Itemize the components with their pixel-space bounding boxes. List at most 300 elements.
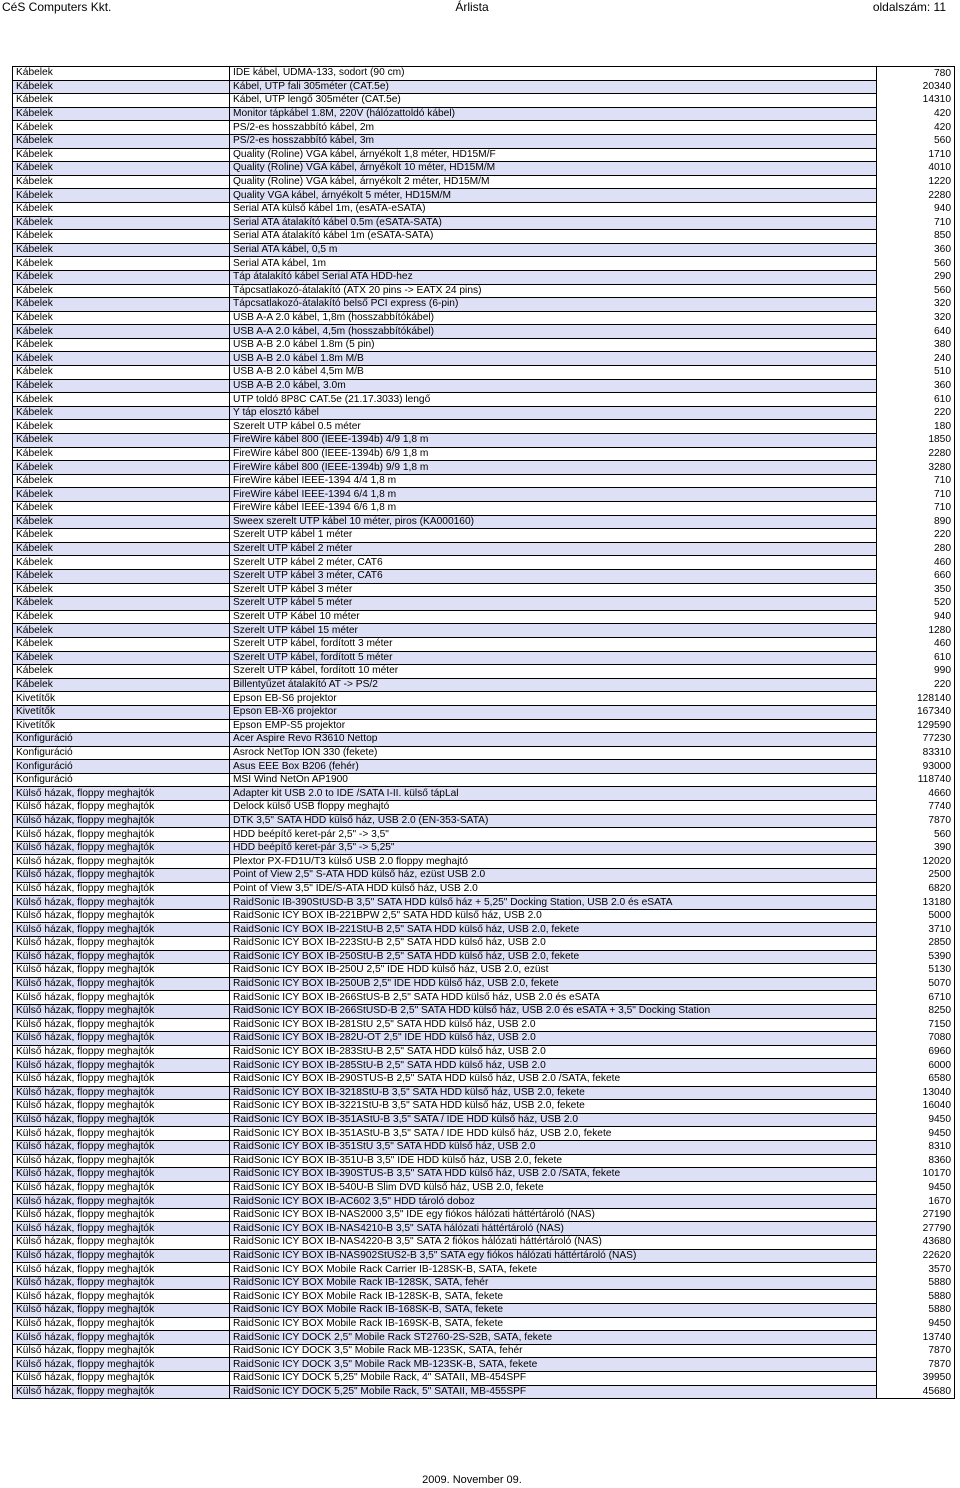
product-name-cell: Serial ATA kábel, 1m <box>230 257 877 271</box>
price-cell: 9450 <box>877 1181 955 1195</box>
table-row <box>13 257 955 271</box>
price-cell: 9450 <box>877 1127 955 1141</box>
price-cell: 16040 <box>877 1100 955 1114</box>
price-cell: 6710 <box>877 991 955 1005</box>
category-cell: Külső házak, floppy meghajtók <box>13 991 230 1005</box>
category-cell: Külső házak, floppy meghajtók <box>13 964 230 978</box>
product-name-cell: Tápcsatlakozó-átalakító (ATX 20 pins -> EATX 24 pins) <box>230 284 877 298</box>
price-cell: 1710 <box>877 148 955 162</box>
table-row <box>13 937 955 951</box>
product-name-cell: RaidSonic ICY BOX Mobile Rack IB-168SK-B, SATA, fekete <box>230 1304 877 1318</box>
price-cell: 5130 <box>877 964 955 978</box>
price-cell: 4010 <box>877 162 955 176</box>
product-name-cell: USB A-A 2.0 kábel, 1,8m (hosszabbítókábel) <box>230 311 877 325</box>
table-row <box>13 298 955 312</box>
category-cell: Kábelek <box>13 67 230 81</box>
table-row <box>13 515 955 529</box>
product-name-cell: RaidSonic ICY BOX IB-281StU 2,5" SATA HDD külső ház, USB 2.0 <box>230 1018 877 1032</box>
category-cell: Külső házak, floppy meghajtók <box>13 896 230 910</box>
table-row <box>13 1372 955 1386</box>
product-name-cell: RaidSonic ICY BOX IB-351StU 3,5" SATA HDD külső ház, USB 2.0 <box>230 1140 877 1154</box>
price-cell: 7740 <box>877 801 955 815</box>
product-name-cell: PS/2-es hosszabbító kábel, 2m <box>230 121 877 135</box>
category-cell: Külső házak, floppy meghajtók <box>13 814 230 828</box>
category-cell: Külső házak, floppy meghajtók <box>13 869 230 883</box>
price-cell: 240 <box>877 352 955 366</box>
price-cell: 39950 <box>877 1372 955 1386</box>
category-cell: Kábelek <box>13 366 230 380</box>
product-name-cell: Táp átalakító kábel Serial ATA HDD-hez <box>230 270 877 284</box>
price-cell: 640 <box>877 325 955 339</box>
product-name-cell: RaidSonic ICY DOCK 5,25" Mobile Rack, 4" SATAII, MB-454SPF <box>230 1372 877 1386</box>
category-cell: Külső házak, floppy meghajtók <box>13 787 230 801</box>
table-row <box>13 678 955 692</box>
table-row <box>13 556 955 570</box>
product-name-cell: Szerelt UTP Kábel 10 méter <box>230 610 877 624</box>
price-cell: 560 <box>877 284 955 298</box>
product-name-cell: DTK 3,5" SATA HDD külső ház, USB 2.0 (EN-353-SATA) <box>230 814 877 828</box>
table-row <box>13 1113 955 1127</box>
price-cell: 290 <box>877 270 955 284</box>
product-name-cell: Quality VGA kábel, árnyékolt 5 méter, HD15M/M <box>230 189 877 203</box>
category-cell: Külső házak, floppy meghajtók <box>13 1331 230 1345</box>
product-name-cell: RaidSonic ICY BOX IB-221BPW 2,5" SATA HDD külső ház, USB 2.0 <box>230 909 877 923</box>
table-row <box>13 733 955 747</box>
price-cell: 990 <box>877 665 955 679</box>
product-name-cell: Quality (Roline) VGA kábel, árnyékolt 2 méter, HD15M/M <box>230 175 877 189</box>
product-name-cell: Asus EEE Box B206 (fehér) <box>230 760 877 774</box>
price-cell: 4660 <box>877 787 955 801</box>
category-cell: Kábelek <box>13 352 230 366</box>
table-row <box>13 284 955 298</box>
price-cell: 22620 <box>877 1249 955 1263</box>
price-cell: 5880 <box>877 1304 955 1318</box>
product-name-cell: Serial ATA kábel, 0,5 m <box>230 243 877 257</box>
price-cell: 460 <box>877 556 955 570</box>
product-name-cell: MSI Wind NetOn AP1900 <box>230 773 877 787</box>
table-row <box>13 434 955 448</box>
category-cell: Kábelek <box>13 637 230 651</box>
price-cell: 280 <box>877 542 955 556</box>
category-cell: Kábelek <box>13 420 230 434</box>
product-name-cell: Epson EB-X6 projektor <box>230 705 877 719</box>
product-name-cell: RaidSonic ICY BOX IB-223StU-B 2,5" SATA HDD külső ház, USB 2.0 <box>230 937 877 951</box>
product-name-cell: USB A-B 2.0 kábel, 3.0m <box>230 379 877 393</box>
category-cell: Külső házak, floppy meghajtók <box>13 950 230 964</box>
product-name-cell: Epson EMP-S5 projektor <box>230 719 877 733</box>
table-row <box>13 148 955 162</box>
table-row <box>13 923 955 937</box>
price-cell: 320 <box>877 311 955 325</box>
table-row <box>13 1032 955 1046</box>
table-row <box>13 94 955 108</box>
category-cell: Külső házak, floppy meghajtók <box>13 1372 230 1386</box>
product-name-cell: USB A-B 2.0 kábel 1.8m (5 pin) <box>230 338 877 352</box>
product-name-cell: RaidSonic ICY BOX IB-351AStU-B 3,5" SATA / IDE HDD külső ház, USB 2.0 <box>230 1113 877 1127</box>
table-row <box>13 1059 955 1073</box>
product-name-cell: RaidSonic ICY DOCK 5,25" Mobile Rack, 5" SATAII, MB-455SPF <box>230 1385 877 1399</box>
table-row <box>13 1385 955 1399</box>
table-row <box>13 379 955 393</box>
product-name-cell: Serial ATA átalakító kábel 0.5m (eSATA-SATA) <box>230 216 877 230</box>
table-row <box>13 624 955 638</box>
product-name-cell: RaidSonic ICY BOX IB-NAS2000 3,5" IDE egy fiókos hálózati háttértároló (NAS) <box>230 1208 877 1222</box>
price-cell: 20340 <box>877 80 955 94</box>
product-name-cell: Szerelt UTP kábel 15 méter <box>230 624 877 638</box>
product-name-cell: Szerelt UTP kábel 5 méter <box>230 597 877 611</box>
price-cell: 14310 <box>877 94 955 108</box>
product-name-cell: RaidSonic ICY BOX Mobile Rack IB-128SK, SATA, fehér <box>230 1276 877 1290</box>
table-row <box>13 393 955 407</box>
category-cell: Külső házak, floppy meghajtók <box>13 1127 230 1141</box>
price-cell: 6580 <box>877 1072 955 1086</box>
table-row <box>13 202 955 216</box>
category-cell: Kábelek <box>13 189 230 203</box>
price-cell: 940 <box>877 202 955 216</box>
price-cell: 350 <box>877 583 955 597</box>
table-row <box>13 311 955 325</box>
table-row <box>13 1208 955 1222</box>
table-row <box>13 1045 955 1059</box>
price-list-table <box>12 66 955 1399</box>
category-cell: Konfiguráció <box>13 773 230 787</box>
table-row <box>13 461 955 475</box>
category-cell: Külső házak, floppy meghajtók <box>13 1168 230 1182</box>
company-name: CéS Computers Kkt. <box>2 0 112 14</box>
price-cell: 5070 <box>877 977 955 991</box>
category-cell: Kábelek <box>13 298 230 312</box>
price-cell: 118740 <box>877 773 955 787</box>
product-name-cell: Quality (Roline) VGA kábel, árnyékolt 10 méter, HD15M/M <box>230 162 877 176</box>
price-cell: 380 <box>877 338 955 352</box>
category-cell: Kábelek <box>13 284 230 298</box>
table-row <box>13 569 955 583</box>
price-cell: 7870 <box>877 814 955 828</box>
product-name-cell: Kábel, UTP fali 305méter (CAT.5e) <box>230 80 877 94</box>
product-name-cell: FireWire kábel 800 (IEEE-1394b) 9/9 1,8 m <box>230 461 877 475</box>
price-cell: 420 <box>877 121 955 135</box>
category-cell: Kábelek <box>13 379 230 393</box>
category-cell: Kábelek <box>13 94 230 108</box>
table-row <box>13 583 955 597</box>
category-cell: Külső házak, floppy meghajtók <box>13 828 230 842</box>
product-name-cell: USB A-A 2.0 kábel, 4,5m (hosszabbítókábel) <box>230 325 877 339</box>
price-cell: 77230 <box>877 733 955 747</box>
price-cell: 9450 <box>877 1113 955 1127</box>
product-name-cell: FireWire kábel IEEE-1394 4/4 1,8 m <box>230 474 877 488</box>
category-cell: Kábelek <box>13 434 230 448</box>
price-cell: 2280 <box>877 189 955 203</box>
price-cell: 610 <box>877 393 955 407</box>
category-cell: Kábelek <box>13 529 230 543</box>
price-cell: 420 <box>877 107 955 121</box>
table-row <box>13 488 955 502</box>
product-name-cell: IDE kábel, UDMA-133, sodort (90 cm) <box>230 67 877 81</box>
category-cell: Kábelek <box>13 583 230 597</box>
category-cell: Kivetítők <box>13 719 230 733</box>
category-cell: Külső házak, floppy meghajtók <box>13 1385 230 1399</box>
table-row <box>13 1004 955 1018</box>
category-cell: Kábelek <box>13 624 230 638</box>
product-name-cell: Szerelt UTP kábel, fordított 5 méter <box>230 651 877 665</box>
category-cell: Kábelek <box>13 665 230 679</box>
price-cell: 360 <box>877 243 955 257</box>
category-cell: Külső házak, floppy meghajtók <box>13 1317 230 1331</box>
category-cell: Külső házak, floppy meghajtók <box>13 1304 230 1318</box>
category-cell: Kivetítők <box>13 692 230 706</box>
category-cell: Kábelek <box>13 556 230 570</box>
product-name-cell: HDD beépítő keret-pár 2,5" -> 3,5" <box>230 828 877 842</box>
product-name-cell: RaidSonic ICY BOX IB-250UB 2,5" IDE HDD külső ház, USB 2.0, fekete <box>230 977 877 991</box>
table-row <box>13 828 955 842</box>
table-row <box>13 719 955 733</box>
product-name-cell: Delock külső USB floppy meghajtó <box>230 801 877 815</box>
product-name-cell: RaidSonic ICY BOX IB-221StU-B 2,5" SATA HDD külső ház, USB 2.0, fekete <box>230 923 877 937</box>
category-cell: Külső házak, floppy meghajtók <box>13 1263 230 1277</box>
category-cell: Kábelek <box>13 257 230 271</box>
category-cell: Külső házak, floppy meghajtók <box>13 977 230 991</box>
price-cell: 710 <box>877 502 955 516</box>
category-cell: Külső házak, floppy meghajtók <box>13 1072 230 1086</box>
category-cell: Kábelek <box>13 216 230 230</box>
table-row <box>13 1290 955 1304</box>
table-row <box>13 814 955 828</box>
price-cell: 710 <box>877 216 955 230</box>
price-cell: 13180 <box>877 896 955 910</box>
category-cell: Külső házak, floppy meghajtók <box>13 1032 230 1046</box>
category-cell: Külső házak, floppy meghajtók <box>13 1140 230 1154</box>
table-row <box>13 977 955 991</box>
table-row <box>13 325 955 339</box>
category-cell: Kábelek <box>13 597 230 611</box>
product-name-cell: Plextor PX-FD1U/T3 külső USB 2.0 floppy meghajtó <box>230 855 877 869</box>
table-row <box>13 67 955 81</box>
product-name-cell: Quality (Roline) VGA kábel, árnyékolt 1,8 méter, HD15M/F <box>230 148 877 162</box>
table-row <box>13 474 955 488</box>
price-cell: 850 <box>877 230 955 244</box>
price-cell: 710 <box>877 474 955 488</box>
product-name-cell: Monitor tápkábel 1.8M, 220V (hálózattoldó kábel) <box>230 107 877 121</box>
category-cell: Külső házak, floppy meghajtók <box>13 1290 230 1304</box>
product-name-cell: RaidSonic ICY BOX IB-351U-B 3,5" IDE HDD külső ház, USB 2.0, fekete <box>230 1154 877 1168</box>
category-cell: Külső házak, floppy meghajtók <box>13 882 230 896</box>
product-name-cell: RaidSonic ICY BOX IB-3218StU-B 3,5" SATA HDD külső ház, USB 2.0, fekete <box>230 1086 877 1100</box>
product-name-cell: Serial ATA átalakító kábel 1m (eSATA-SATA) <box>230 230 877 244</box>
product-name-cell: Billentyűzet átalakító AT -> PS/2 <box>230 678 877 692</box>
table-row <box>13 896 955 910</box>
table-row <box>13 406 955 420</box>
table-row <box>13 882 955 896</box>
price-cell: 560 <box>877 828 955 842</box>
category-cell: Külső házak, floppy meghajtók <box>13 1018 230 1032</box>
price-cell: 610 <box>877 651 955 665</box>
table-row <box>13 1317 955 1331</box>
table-row <box>13 1018 955 1032</box>
table-row <box>13 107 955 121</box>
price-cell: 43680 <box>877 1236 955 1250</box>
product-name-cell: PS/2-es hosszabbító kábel, 3m <box>230 134 877 148</box>
table-row <box>13 447 955 461</box>
product-name-cell: RaidSonic ICY BOX IB-NAS4210-B 3,5" SATA hálózati háttértároló (NAS) <box>230 1222 877 1236</box>
category-cell: Külső házak, floppy meghajtók <box>13 1086 230 1100</box>
product-name-cell: RaidSonic ICY BOX IB-290STUS-B 2,5" SATA HDD külső ház, USB 2.0 /SATA, fekete <box>230 1072 877 1086</box>
category-cell: Kábelek <box>13 393 230 407</box>
category-cell: Kábelek <box>13 488 230 502</box>
table-row <box>13 1344 955 1358</box>
page-header <box>0 0 960 16</box>
table-row <box>13 338 955 352</box>
price-cell: 5000 <box>877 909 955 923</box>
category-cell: Kábelek <box>13 406 230 420</box>
category-cell: Kábelek <box>13 80 230 94</box>
table-row <box>13 1086 955 1100</box>
category-cell: Külső házak, floppy meghajtók <box>13 855 230 869</box>
product-name-cell: RaidSonic ICY BOX IB-390STUS-B 3,5" SATA HDD külső ház, USB 2.0 /SATA, fekete <box>230 1168 877 1182</box>
price-cell: 560 <box>877 134 955 148</box>
category-cell: Külső házak, floppy meghajtók <box>13 801 230 815</box>
table-row <box>13 1127 955 1141</box>
category-cell: Külső házak, floppy meghajtók <box>13 1195 230 1209</box>
category-cell: Külső házak, floppy meghajtók <box>13 1344 230 1358</box>
table-row <box>13 1249 955 1263</box>
table-row <box>13 216 955 230</box>
table-row <box>13 773 955 787</box>
page-footer-date: 2009. November 09. <box>422 1474 522 1486</box>
category-cell: Külső házak, floppy meghajtók <box>13 1004 230 1018</box>
product-name-cell: Szerelt UTP kábel 3 méter <box>230 583 877 597</box>
product-name-cell: FireWire kábel 800 (IEEE-1394b) 6/9 1,8 m <box>230 447 877 461</box>
product-name-cell: RaidSonic ICY BOX Mobile Rack IB-128SK-B, SATA, fekete <box>230 1290 877 1304</box>
price-cell: 8310 <box>877 1140 955 1154</box>
price-cell: 1220 <box>877 175 955 189</box>
category-cell: Konfiguráció <box>13 733 230 747</box>
table-row <box>13 991 955 1005</box>
product-name-cell: RaidSonic IB-390StUSD-B 3,5" SATA HDD külső ház + 5,25" Docking Station, USB 2.0 és eSATA <box>230 896 877 910</box>
price-cell: 6000 <box>877 1059 955 1073</box>
category-cell: Kábelek <box>13 542 230 556</box>
product-name-cell: RaidSonic ICY BOX IB-283StU-B 2,5" SATA HDD külső ház, USB 2.0 <box>230 1045 877 1059</box>
table-row <box>13 855 955 869</box>
table-row <box>13 1154 955 1168</box>
price-cell: 220 <box>877 529 955 543</box>
table-row <box>13 529 955 543</box>
price-cell: 10170 <box>877 1168 955 1182</box>
price-cell: 520 <box>877 597 955 611</box>
table-row <box>13 1276 955 1290</box>
category-cell: Kábelek <box>13 338 230 352</box>
table-row <box>13 1358 955 1372</box>
category-cell: Kábelek <box>13 325 230 339</box>
price-cell: 8250 <box>877 1004 955 1018</box>
price-cell: 220 <box>877 678 955 692</box>
category-cell: Kábelek <box>13 107 230 121</box>
price-cell: 13040 <box>877 1086 955 1100</box>
category-cell: Külső házak, floppy meghajtók <box>13 841 230 855</box>
product-name-cell: RaidSonic ICY BOX IB-250StU-B 2,5" SATA HDD külső ház, USB 2.0, fekete <box>230 950 877 964</box>
price-cell: 2850 <box>877 937 955 951</box>
category-cell: Külső házak, floppy meghajtók <box>13 1208 230 1222</box>
product-name-cell: RaidSonic ICY BOX IB-NAS902StUS2-B 3,5" SATA egy fiókos hálózati háttértároló (NAS) <box>230 1249 877 1263</box>
price-cell: 7870 <box>877 1344 955 1358</box>
product-name-cell: Szerelt UTP kábel 2 méter, CAT6 <box>230 556 877 570</box>
table-row <box>13 366 955 380</box>
product-name-cell: Tápcsatlakozó-átalakító belső PCI express (6-pin) <box>230 298 877 312</box>
price-cell: 5880 <box>877 1276 955 1290</box>
category-cell: Kábelek <box>13 134 230 148</box>
product-name-cell: RaidSonic ICY BOX IB-266StUS-B 2,5" SATA HDD külső ház, USB 2.0 és eSATA <box>230 991 877 1005</box>
product-name-cell: RaidSonic ICY BOX IB-282U-OT 2,5" IDE HDD külső ház, USB 2.0 <box>230 1032 877 1046</box>
table-row <box>13 597 955 611</box>
product-name-cell: Szerelt UTP kábel, fordított 10 méter <box>230 665 877 679</box>
category-cell: Külső házak, floppy meghajtók <box>13 1358 230 1372</box>
category-cell: Kábelek <box>13 162 230 176</box>
table-row <box>13 637 955 651</box>
price-cell: 13740 <box>877 1331 955 1345</box>
category-cell: Külső házak, floppy meghajtók <box>13 1276 230 1290</box>
category-cell: Kábelek <box>13 502 230 516</box>
price-cell: 83310 <box>877 746 955 760</box>
price-cell: 2500 <box>877 869 955 883</box>
table-row <box>13 80 955 94</box>
product-name-cell: RaidSonic ICY BOX IB-AC602 3,5" HDD tároló doboz <box>230 1195 877 1209</box>
table-row <box>13 841 955 855</box>
category-cell: Külső házak, floppy meghajtók <box>13 909 230 923</box>
category-cell: Konfiguráció <box>13 760 230 774</box>
category-cell: Külső házak, floppy meghajtók <box>13 1045 230 1059</box>
product-name-cell: RaidSonic ICY DOCK 3,5" Mobile Rack MB-123SK, SATA, fehér <box>230 1344 877 1358</box>
product-name-cell: FireWire kábel 800 (IEEE-1394b) 4/9 1,8 m <box>230 434 877 448</box>
category-cell: Kábelek <box>13 569 230 583</box>
category-cell: Külső házak, floppy meghajtók <box>13 1249 230 1263</box>
product-name-cell: FireWire kábel IEEE-1394 6/4 1,8 m <box>230 488 877 502</box>
table-row <box>13 651 955 665</box>
category-cell: Kábelek <box>13 270 230 284</box>
table-row <box>13 1304 955 1318</box>
category-cell: Kábelek <box>13 474 230 488</box>
category-cell: Kábelek <box>13 447 230 461</box>
price-cell: 7150 <box>877 1018 955 1032</box>
price-cell: 660 <box>877 569 955 583</box>
table-row <box>13 1236 955 1250</box>
table-row <box>13 189 955 203</box>
price-cell: 7080 <box>877 1032 955 1046</box>
product-name-cell: Serial ATA külső kábel 1m, (esATA-eSATA) <box>230 202 877 216</box>
price-cell: 320 <box>877 298 955 312</box>
price-cell: 1670 <box>877 1195 955 1209</box>
price-cell: 27190 <box>877 1208 955 1222</box>
category-cell: Kábelek <box>13 148 230 162</box>
table-row <box>13 760 955 774</box>
product-name-cell: Szerelt UTP kábel 3 méter, CAT6 <box>230 569 877 583</box>
price-cell: 8360 <box>877 1154 955 1168</box>
price-cell: 1850 <box>877 434 955 448</box>
table-row <box>13 270 955 284</box>
price-cell: 390 <box>877 841 955 855</box>
price-cell: 6820 <box>877 882 955 896</box>
product-name-cell: Sweex szerelt UTP kábel 10 méter, piros (KA000160) <box>230 515 877 529</box>
table-row <box>13 121 955 135</box>
price-cell: 167340 <box>877 705 955 719</box>
product-name-cell: Adapter kit USB 2.0 to IDE /SATA I-II. külső tápLal <box>230 787 877 801</box>
price-cell: 3570 <box>877 1263 955 1277</box>
table-row <box>13 1140 955 1154</box>
price-cell: 560 <box>877 257 955 271</box>
price-cell: 27790 <box>877 1222 955 1236</box>
category-cell: Külső házak, floppy meghajtók <box>13 1236 230 1250</box>
price-cell: 360 <box>877 379 955 393</box>
product-name-cell: Szerelt UTP kábel, fordított 3 méter <box>230 637 877 651</box>
product-name-cell: RaidSonic ICY BOX IB-NAS4220-B 3,5" SATA 2 fiókos hálózati háttértároló (NAS) <box>230 1236 877 1250</box>
